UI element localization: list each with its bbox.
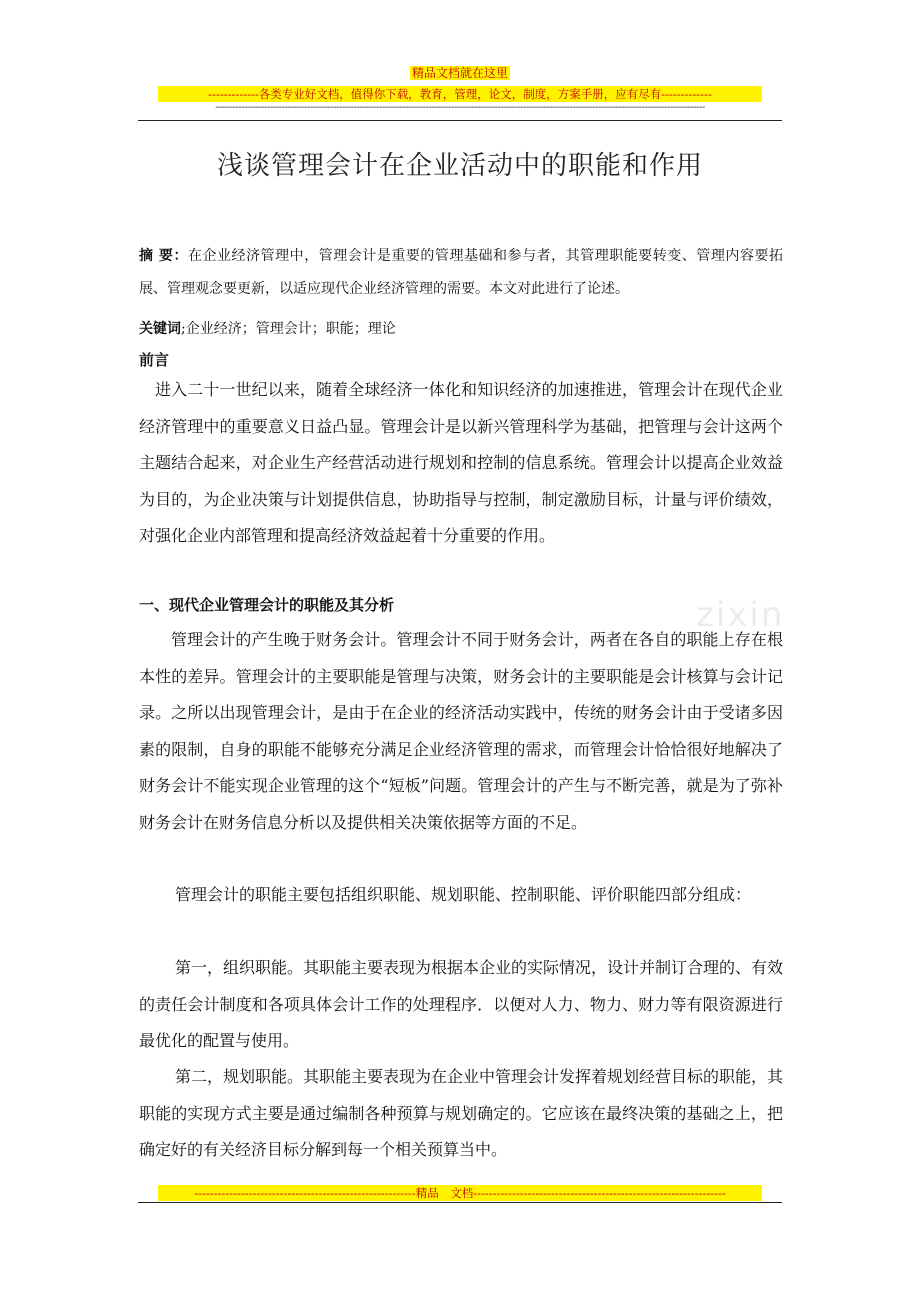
keywords-text: ;企业经济；管理会计；职能；理论 xyxy=(181,321,396,337)
section-paragraph-3: 第一，组织职能。其职能主要表现为根据本企业的实际情况，设计并制订合理的、有效的责任会计制度和各项具体会计工作的处理程序．以便对人力、物力、财力等有限资源进行最优化的配置与使用。 xyxy=(139,958,784,1050)
header-dashes: -------------------------------------------------------------------------------------------------------------------------------------------------------------------------- xyxy=(215,102,705,113)
section-paragraph-1: 管理会计的产生晚于财务会计。管理会计不同于财务会计，两者在各自的职能上存在根本性的差异。管理会计的主要职能是管理与决策，财务会计的主要职能是会计核算与会计记录。之所以出现管理会计，是由于在企业的经济活动实践中，传统的财务会计由于受诸多因素的限制，自身的职能不能够充分满足企业经济管理的需求，而管理会计恰恰很好地解决了财务会计不能实现企业管理的这个“短板”问题。管理会计的产生与不断完善，就是为了弥补财务会计在财务信息分析以及提供相关决策依据等方面的不足。 xyxy=(139,630,783,832)
header-rule xyxy=(138,120,782,121)
footer-banner: ---------------------------------------------------------精品 文档----------------------------------------------------------------- xyxy=(158,1185,762,1201)
watermark: zixin xyxy=(696,595,785,635)
header-banner: -------------各类专业好文档，值得你下载，教育，管理，论文，制度，方案手册，应有尽有------------- xyxy=(158,86,762,102)
abstract xyxy=(139,240,783,306)
preface-heading: 前言 xyxy=(139,351,170,369)
preface-paragraph: 进入二十一世纪以来，随着全球经济一体化和知识经济的加速推进，管理会计在现代企业经济管理中的重要意义日益凸显。管理会计是以新兴管理科学为基础，把管理与会计这两个主题结合起来，对企业生产经营活动进行规划和控制的信息系统。管理会计以提高企业效益为目的，为企业决策与计划提供信息，协助指导与控制，制定激励目标，计量与评价绩效，对强化企业内部管理和提高经济效益起着十分重要的作用。 xyxy=(139,380,783,545)
keywords-label: 关键词 xyxy=(139,321,181,337)
section-heading: 一、现代企业管理会计的职能及其分析 xyxy=(139,596,395,614)
document-title: 浅谈管理会计在企业活动中的职能和作用 xyxy=(216,151,703,181)
header-label: 精品文档就在这里 xyxy=(411,66,508,80)
section-paragraph-4: 第二，规划职能。其职能主要表现为在企业中管理会计发挥着规划经营目标的职能，其职能的实现方式主要是通过编制各种预算与规划确定的。它应该在最终决策的基础之上，把确定好的有关经济目标分解到每一个相关预算当中。 xyxy=(139,1067,784,1159)
abstract-label: 摘 要： xyxy=(139,248,188,264)
abstract-text: 在企业经济管理中，管理会计是重要的管理基础和参与者，其管理职能要转变、管理内容要拓展、管理观念要更新，以适应现代企业经济管理的需要。本文对此进行了论述。 xyxy=(139,248,784,297)
section-paragraph-2: 管理会计的职能主要包括组织职能、规划职能、控制职能、评价职能四部分组成： xyxy=(175,885,752,904)
keywords xyxy=(139,316,783,342)
footer-rule xyxy=(138,1202,782,1203)
